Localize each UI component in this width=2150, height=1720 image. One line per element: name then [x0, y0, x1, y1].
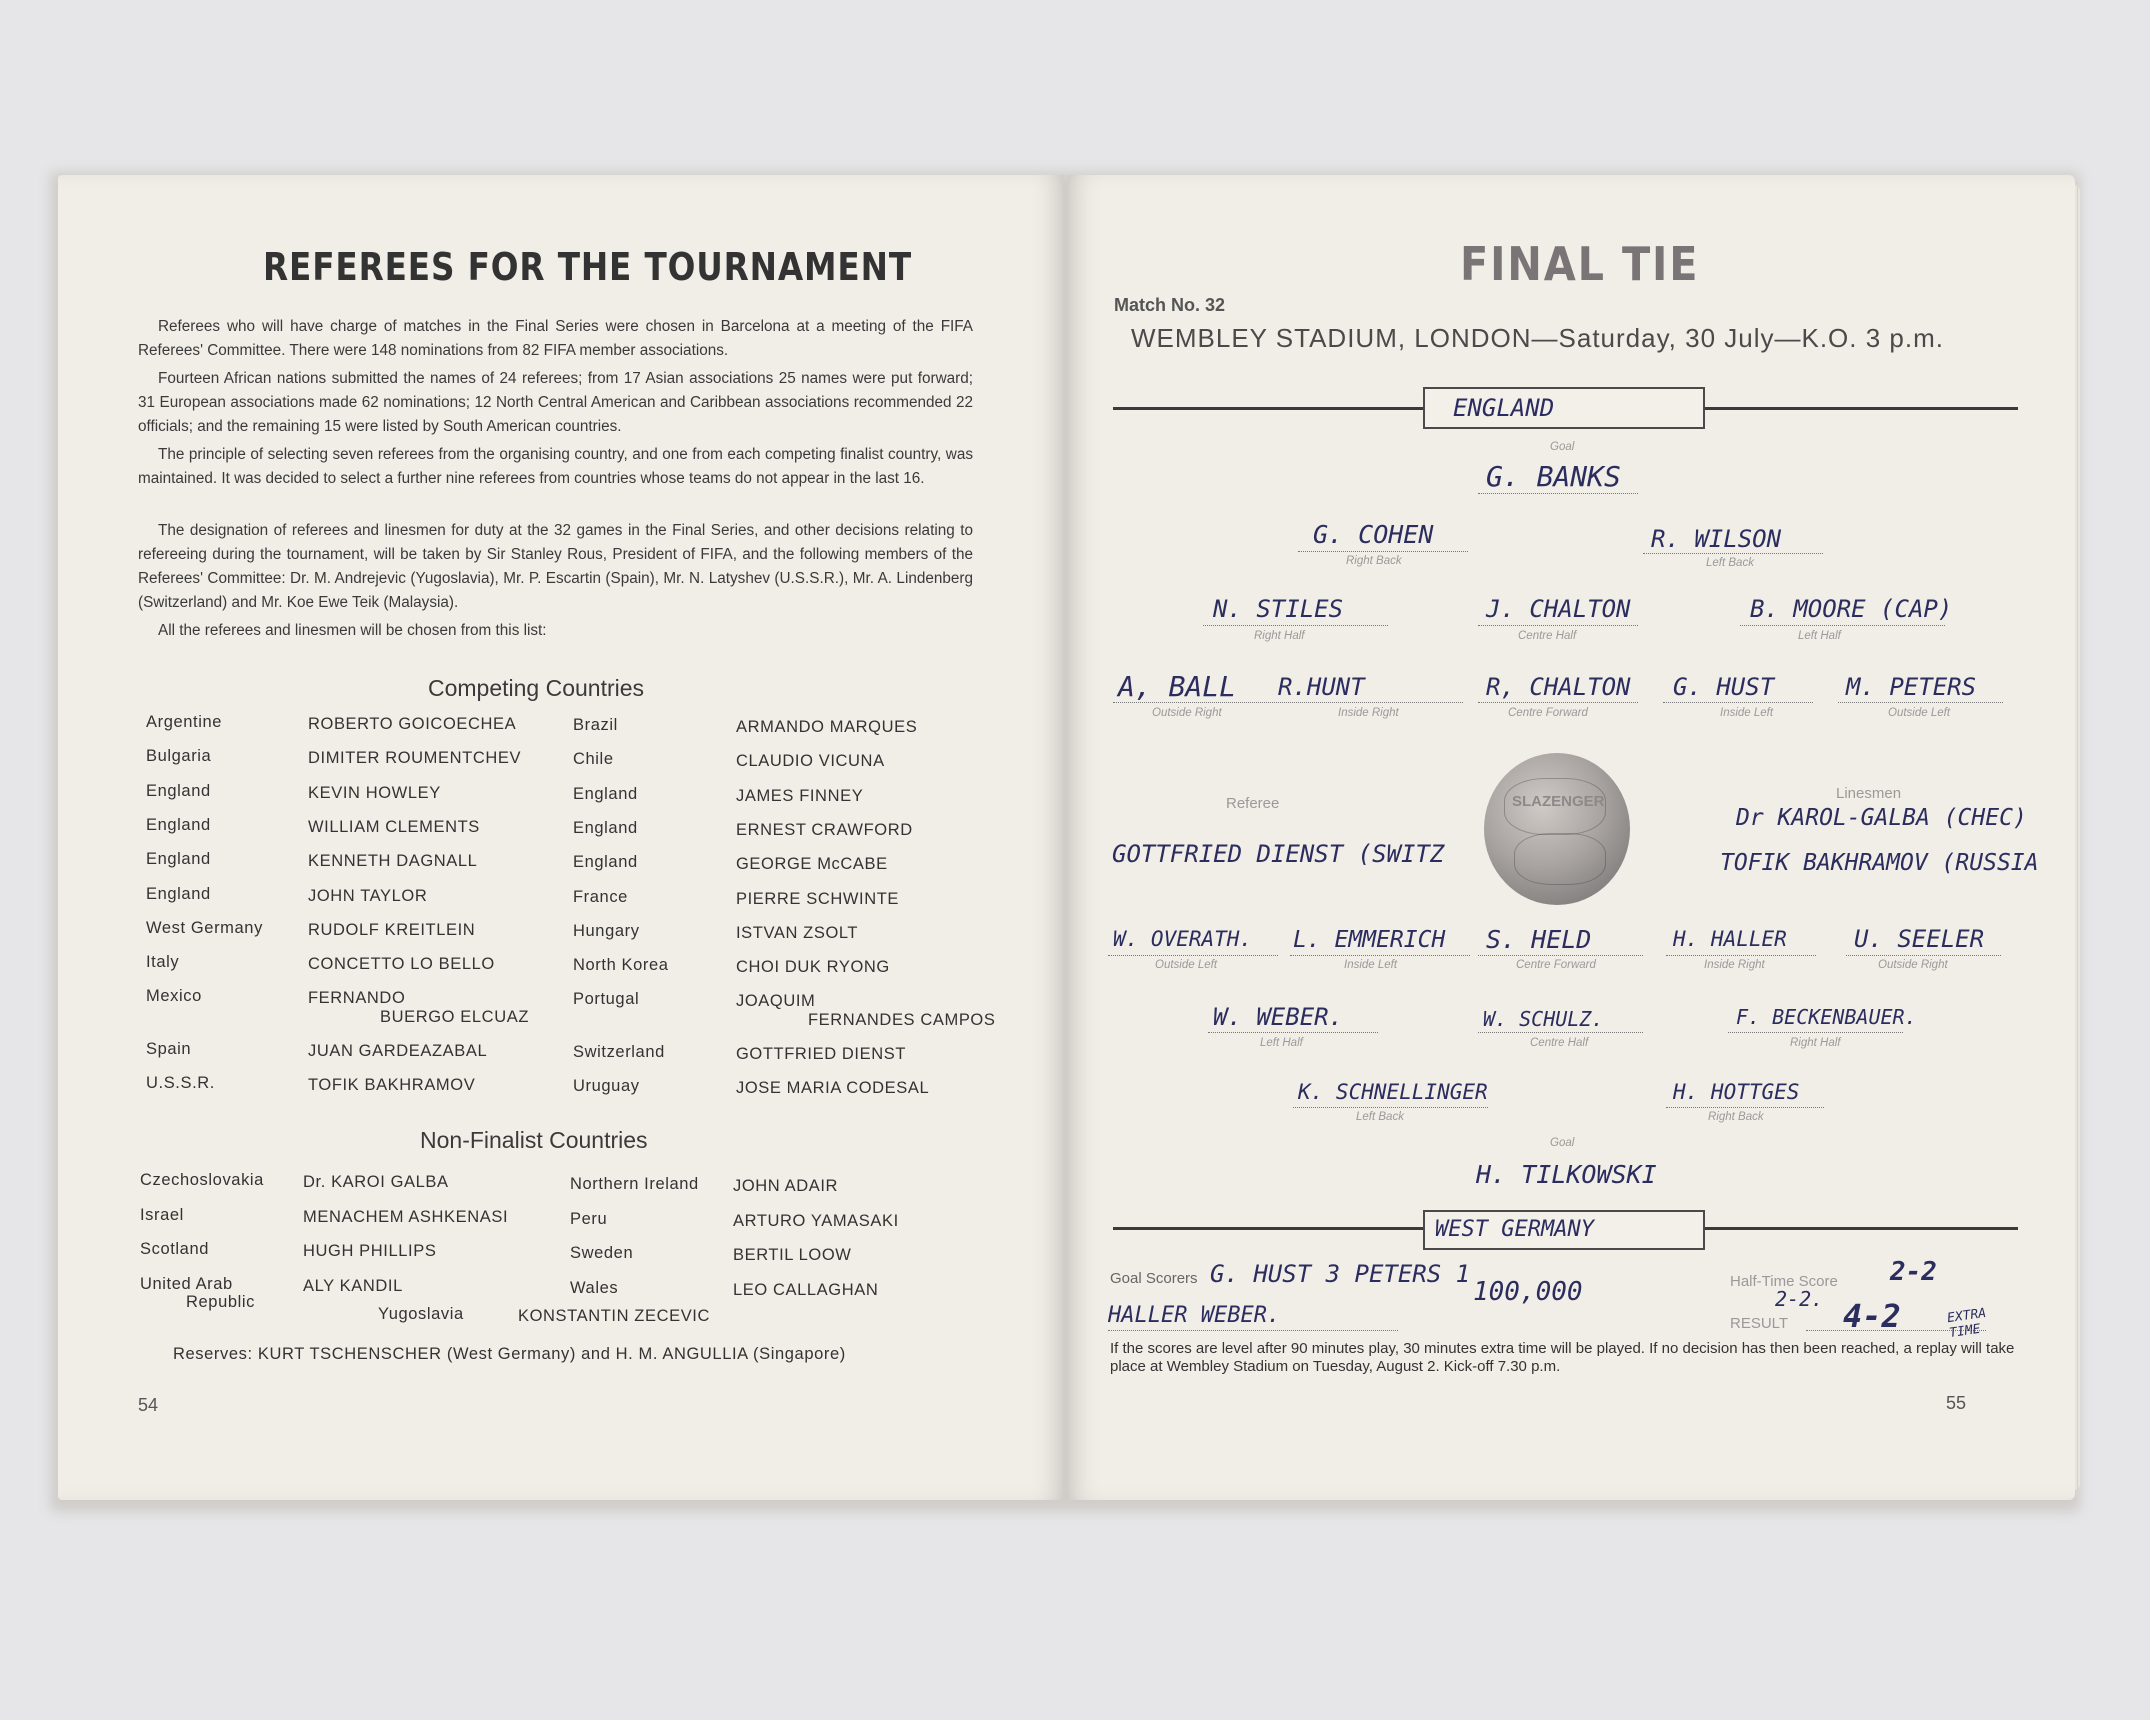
- list-item-country: Scotland: [140, 1240, 210, 1258]
- list-item-referee: JUAN GARDEAZABAL: [308, 1041, 488, 1060]
- position-label: Inside Right: [1338, 707, 1399, 719]
- player-name: U. SEELER: [1854, 925, 1985, 953]
- list-item-country: England: [573, 818, 638, 837]
- list-item-referee: MENACHEM ASHKENASI: [303, 1207, 509, 1226]
- list-item-country: Hungary: [573, 921, 640, 940]
- list-item-referee: DIMITER ROUMENTCHEV: [308, 749, 522, 768]
- venue-line: WEMBLEY STADIUM, LONDON—Saturday, 30 July—K.O. 3 p.m.: [1131, 323, 1944, 353]
- list-item-referee: KENNETH DAGNALL: [308, 852, 478, 871]
- ball-brand: SLAZENGER: [1512, 793, 1605, 810]
- list-item-country: England: [146, 815, 211, 834]
- position-label: Goal: [1550, 1137, 1575, 1149]
- match-number: Match No. 32: [1114, 295, 1226, 315]
- right-page: [1068, 175, 2075, 1500]
- player-name: W. OVERATH.: [1113, 927, 1253, 951]
- list-item-referee: KEVIN HOWLEY: [308, 783, 441, 802]
- list-item-country: England: [573, 784, 638, 803]
- list-item-referee: WILLIAM CLEMENTS: [308, 817, 480, 836]
- referee-name: GOTTFRIED DIENST (SWITZ: [1112, 840, 1445, 868]
- list-item-referee: TOFIK BAKHRAMOV: [308, 1076, 476, 1094]
- list-item-country: Wales: [570, 1278, 619, 1297]
- list-item-referee: GEORGE McCABE: [736, 855, 888, 874]
- list-item-referee: ROBERTO GOICOECHEA: [308, 715, 517, 733]
- player-name: G. COHEN: [1313, 520, 1434, 549]
- list-item-referee: JOHN TAYLOR: [308, 886, 428, 905]
- list-item-referee: ALY KANDIL: [303, 1276, 403, 1295]
- list-item-referee: RUDOLF KREITLEIN: [308, 920, 476, 939]
- list-item-country: Portugal: [573, 990, 640, 1009]
- list-item-referee: CHOI DUK RYONG: [736, 958, 890, 977]
- list-item-country: Italy: [146, 953, 180, 972]
- half-time-score: 2-2: [1890, 1257, 1937, 1287]
- player-name: R. WILSON: [1651, 525, 1782, 553]
- player-name: H. TILKOWSKI: [1476, 1160, 1657, 1189]
- paragraph-2: Fourteen African nations submitted the names of 24 referees; from 17 Asian associations 25 names were put forward; 31 European associations made 62 nominations; 12 North Central American and Caribbean associations recommended 22 officials; and the remaining 15 were listed by South American countries.: [138, 370, 973, 435]
- list-item-referee: CONCETTO LO BELLO: [308, 955, 495, 974]
- result-label: RESULT: [1730, 1315, 1789, 1332]
- page-number: 55: [1946, 1393, 1967, 1413]
- player-name: B. MOORE (CAP): [1750, 595, 1953, 623]
- list-item-country: France: [573, 887, 628, 906]
- list-item-country: Yugoslavia: [378, 1305, 464, 1323]
- list-item-referee: BERTIL LOOW: [733, 1246, 852, 1264]
- list-item-referee: PIERRE SCHWINTE: [736, 889, 900, 908]
- left-page: [58, 175, 1063, 1500]
- position-label: Inside Left: [1720, 707, 1774, 719]
- list-item-referee-cont: FERNANDES CAMPOS: [808, 1011, 996, 1030]
- player-name: J. CHALTON: [1486, 595, 1631, 623]
- list-item-referee: ISTVAN ZSOLT: [736, 923, 859, 942]
- footnote: If the scores are level after 90 minutes play, 30 minutes extra time will be played. If no decision has then been reached, a replay will take place at Wembley Stadium on Tuesday, August 2. Kick-off 7.30 p.m.: [1110, 1340, 2015, 1375]
- position-label: Outside Left: [1888, 707, 1951, 719]
- page-number: 54: [138, 1395, 159, 1415]
- list-item-country: England: [573, 853, 638, 872]
- list-item-country-cont: Republic: [186, 1292, 256, 1311]
- list-item-country: U.S.S.R.: [146, 1074, 215, 1092]
- position-label: Right Back: [1708, 1111, 1764, 1123]
- list-item-referee: JOHN ADAIR: [733, 1177, 839, 1195]
- goal-scorers-line: HALLER WEBER.: [1108, 1303, 1281, 1328]
- position-label: Outside Right: [1152, 707, 1222, 719]
- player-name: M. PETERS: [1846, 673, 1977, 701]
- paragraph-3: The principle of selecting seven referees from the organising country, and one from each competing finalist country, was maintained. It was decided to select a further nine referees from countries whose teams do not appear in the last 16.: [138, 446, 973, 487]
- player-name: R.HUNT: [1278, 673, 1365, 701]
- list-item-country: Brazil: [573, 716, 618, 734]
- player-name: W. WEBER.: [1213, 1003, 1344, 1031]
- position-label: Left Half: [1260, 1037, 1303, 1049]
- list-item-country: Mexico: [146, 987, 202, 1006]
- position-label: Centre Half: [1530, 1037, 1589, 1049]
- list-item-referee: JOAQUIM: [736, 992, 816, 1011]
- list-item-referee: ERNEST CRAWFORD: [736, 820, 913, 839]
- position-label: Inside Right: [1704, 959, 1765, 971]
- position-label: Centre Half: [1518, 630, 1577, 642]
- player-name: S. HELD: [1486, 925, 1592, 954]
- goal-scorers-line: G. HUST 3 PETERS 1: [1210, 1260, 1471, 1288]
- paragraph-5: All the referees and linesmen will be chosen from this list:: [158, 622, 547, 639]
- position-label: Centre Forward: [1508, 707, 1588, 719]
- player-name: L. EMMERICH: [1293, 927, 1446, 953]
- list-item-referee: GOTTFRIED DIENST: [736, 1044, 907, 1063]
- position-label: Outside Left: [1155, 959, 1218, 971]
- half-time-label: Half-Time Score: [1730, 1273, 1838, 1290]
- team-name-box: [1423, 1210, 1705, 1250]
- extra-time-note: EXTRA TIME: [1946, 1305, 1988, 1342]
- list-item-country: Uruguay: [573, 1077, 640, 1095]
- list-item-referee: LEO CALLAGHAN: [733, 1280, 879, 1299]
- paragraph-4: The designation of referees and linesmen for duty at the 32 games in the Final Series, and other decisions relating to refereeing during the tournament, will be taken by Sir Stanley Rous, President of FIFA, and the following members of the Referees' Committee: Dr. M. Andrejevic (Yugoslavia), Mr. P. Escartin (Spain), Mr. N. Latyshev (U.S.S.R.), Mr. A. Lindenberg (Switzerland) and Mr. Koe Ewe Teik (Malaysia).: [138, 522, 973, 611]
- team-name-home: ENGLAND: [1453, 394, 1555, 422]
- list-item-country: England: [146, 850, 211, 869]
- list-item-referee-cont: BUERGO ELCUAZ: [380, 1008, 529, 1027]
- player-name: K. SCHNELLINGER: [1298, 1080, 1488, 1104]
- linesmen-label: Linesmen: [1836, 785, 1902, 802]
- position-label: Right Half: [1254, 630, 1305, 642]
- list-item-country: Israel: [140, 1205, 184, 1224]
- list-item-referee: Dr. KAROI GALBA: [303, 1173, 449, 1191]
- position-label: Goal: [1550, 441, 1575, 453]
- linesman-name: TOFIK BAKHRAMOV (RUSSIA: [1720, 850, 2039, 876]
- player-name: W. SCHULZ.: [1483, 1007, 1604, 1031]
- list-item-country: Argentine: [146, 713, 223, 731]
- list-item-referee: KONSTANTIN ZECEVIC: [518, 1307, 711, 1325]
- list-item-country: Chile: [573, 750, 614, 769]
- position-label: Left Half: [1798, 630, 1841, 642]
- player-name: G. HUST: [1673, 673, 1775, 701]
- player-name: N. STILES: [1213, 595, 1344, 623]
- team-name-away: WEST GERMANY: [1435, 1217, 1594, 1242]
- list-item-referee: ARMANDO MARQUES: [736, 718, 918, 736]
- goal-scorers-label: Goal Scorers: [1110, 1270, 1198, 1287]
- list-item-referee: FERNANDO: [308, 989, 406, 1008]
- attendance: 100,000: [1473, 1277, 1583, 1307]
- list-item-country: Spain: [146, 1039, 192, 1058]
- list-item-country: Peru: [570, 1209, 608, 1228]
- player-name: F. BECKENBAUER.: [1736, 1005, 1917, 1029]
- list-item-referee: HUGH PHILLIPS: [303, 1242, 437, 1260]
- reserves-line: Reserves: KURT TSCHENSCHER (West Germany) and H. M. ANGULLIA (Singapore): [173, 1345, 846, 1363]
- competing-heading: Competing Countries: [428, 675, 645, 701]
- team-name-box: [1423, 387, 1705, 429]
- referee-label: Referee: [1226, 795, 1280, 812]
- list-item-country: Bulgaria: [146, 747, 212, 766]
- list-item-referee: ARTURO YAMASAKI: [733, 1211, 899, 1230]
- position-label: Left Back: [1356, 1111, 1404, 1123]
- position-label: Right Half: [1790, 1037, 1841, 1049]
- result-score: 4-2: [1843, 1297, 1901, 1335]
- position-label: Inside Left: [1344, 959, 1398, 971]
- list-item-referee: JOSE MARIA CODESAL: [736, 1079, 930, 1097]
- position-label: Outside Right: [1878, 959, 1948, 971]
- list-item-country: Switzerland: [573, 1042, 665, 1061]
- full-time-score: 2-2.: [1775, 1287, 1824, 1311]
- player-name: A, BALL: [1118, 670, 1237, 703]
- list-item-country: North Korea: [573, 956, 669, 975]
- list-item-country: England: [146, 781, 211, 800]
- player-name: G. BANKS: [1486, 460, 1621, 493]
- list-item-country: England: [146, 884, 211, 903]
- position-label: Left Back: [1706, 557, 1754, 569]
- list-item-referee: JAMES FINNEY: [736, 786, 864, 805]
- position-label: Centre Forward: [1516, 959, 1596, 971]
- list-item-country: United Arab: [140, 1274, 233, 1293]
- nonfinalist-heading: Non-Finalist Countries: [420, 1127, 648, 1153]
- list-item-country: Czechoslovakia: [140, 1171, 264, 1189]
- player-name: H. HOTTGES: [1673, 1080, 1800, 1104]
- list-item-referee: CLAUDIO VICUNA: [736, 752, 885, 771]
- page-title: REFEREES FOR THE TOURNAMENT: [263, 245, 912, 289]
- list-item-country: Sweden: [570, 1244, 634, 1262]
- player-name: R, CHALTON: [1486, 673, 1631, 701]
- linesman-name: Dr KAROL-GALBA (CHEC): [1736, 805, 2027, 831]
- paragraph-1: Referees who will have charge of matches in the Final Series were chosen in Barcelona at a meeting of the FIFA Referees' Committee. There were 148 nominations from 82 FIFA member associations.: [138, 318, 973, 359]
- football-image: [1484, 753, 1630, 905]
- position-label: Right Back: [1346, 555, 1402, 567]
- page-title: FINAL TIE: [1460, 237, 1700, 291]
- player-name: H. HALLER: [1673, 927, 1787, 951]
- list-item-country: West Germany: [146, 918, 263, 937]
- list-item-country: Northern Ireland: [570, 1175, 699, 1193]
